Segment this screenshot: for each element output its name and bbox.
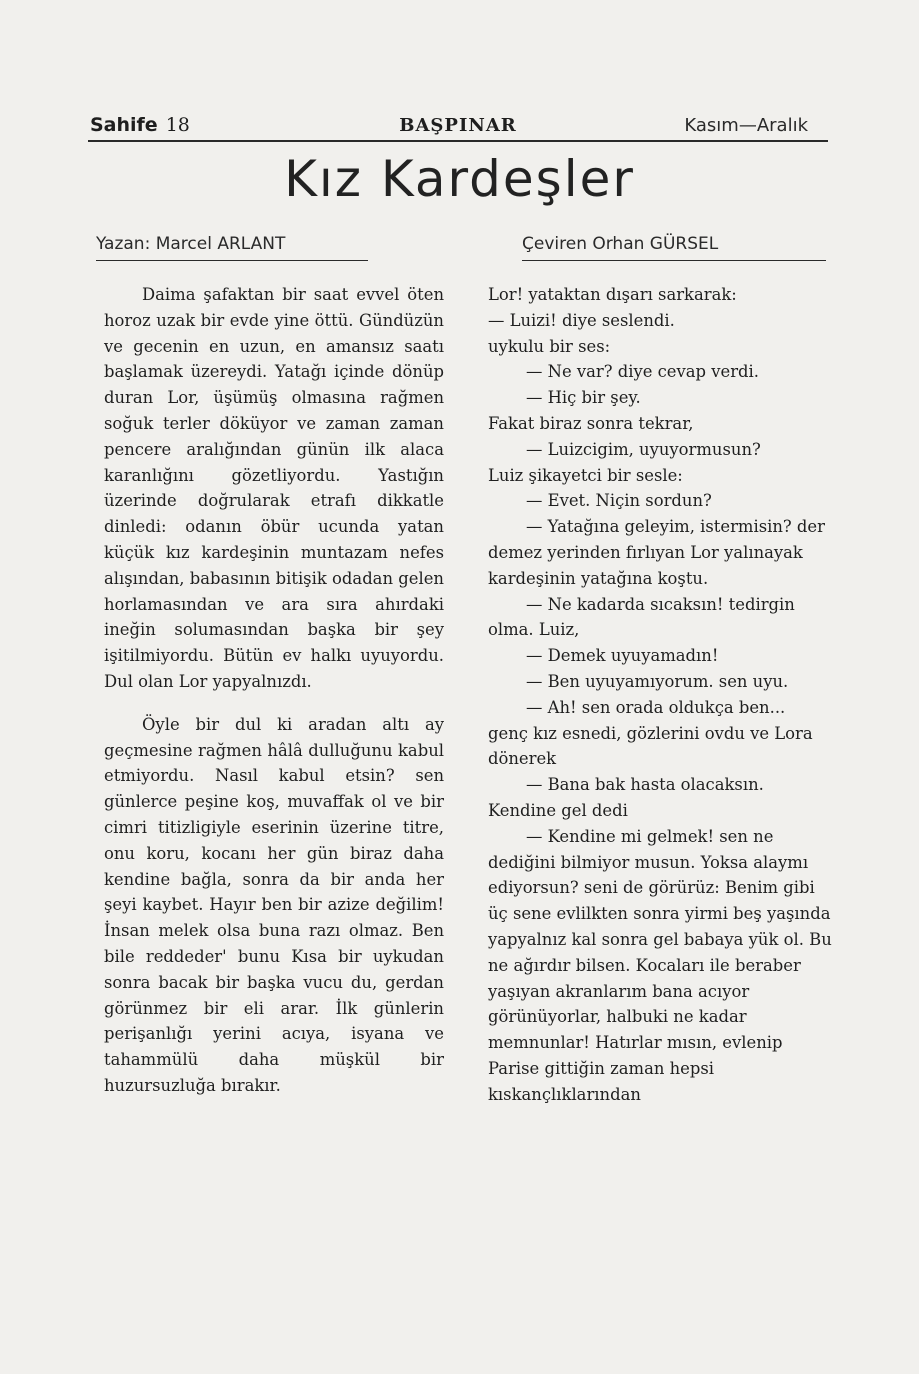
page-number: 18 — [165, 114, 190, 136]
dialogue-line: — Evet. Niçin sordun? — [526, 491, 712, 511]
dialogue-line: Lor! yataktan dışarı sarkarak: — [488, 285, 737, 304]
dialogue-line: genç kız esnedi, gözlerini ovdu ve Lora dönerek — [488, 723, 813, 769]
left-text-column — [104, 282, 444, 1099]
dialogue-line: — Kendine mi gelmek! sen ne dediğini bilmiyor musun. Yoksa alaymı ediyorsun? seni de görürüz: Benim gibi üç sene evlilkten sonra yirmi beş yaşında yapyalnız kal sonra gel babaya yük ol. Bu ne ağırdır bilsen. Kocaları ile beraber yaşıyan akranlarım bana acıyor görünüyorlar, halbuki ne kadar memnunlar! Hatırlar mısın, evlenip Parise gittiğin zaman hepsi kıskançlıklarından — [488, 826, 832, 1104]
dialogue-line: uykulu bir ses: — [488, 336, 611, 356]
article-title: Kız Kardeşler — [284, 150, 635, 208]
paragraph-2: Öyle bir dul ki aradan altı ay geçmesine rağmen hâlâ dulluğunu kabul etmiyordu. Nasıl kabul etsin? sen günlerce peşine koş, muvaffak ol ve bir cimri titizligiyle eserinin üzerine titre, onu koru, kocanı her gün biraz daha kendine bağla, sonra da bir anda her şeyi kaybet. Hayır ben bir azize değilim! İnsan melek olsa buna razı olmaz. Ben bile reddeder' bunu Kısa bir uykudan sonra bacak bir başka vucu du, gerdan görünmez bir eli arar. İlk günlerin perişanlığı yerini acıya, isyana ve tahammülü daha müşkül bir huzursuzluğa bırakır. — [104, 714, 444, 1095]
dialogue-line: Fakat biraz sonra tekrar, — [488, 413, 694, 433]
dialogue-line: — Ne kadarda sıcaksın! tedirgin olma. Luiz, — [488, 594, 795, 640]
paragraph-1: Daima şafaktan bir saat evvel öten horoz uzak bir evde yine öttü. Gündüzün ve gecenin en uzun, en amansız saatı başlamak üzereydi. Yatağı içinde dönüp duran Lor, üşümüş olmasına rağmen soğuk terler döküyor ve zaman zaman pencere aralığından günün ilk alaca karanlığını gözetliyordu. Yastığın üzerinde doğrularak etrafı dikkatle dinledi: odanın öbür ucunda yatan küçük kız kardeşinin muntazam nefes alışından, babasının bitişik odadan gelen horlamasından ve ara sıra ahırdaki ineğin solumasından başka bir şey işitilmiyordu. Bütün ev halkı uyuyordu. Dul olan Lor yapyalnızdı. — [104, 285, 444, 691]
dialogue-line: — Luizcigim, uyuyormusun? — [526, 439, 761, 459]
right-text-column — [488, 282, 833, 1108]
dialogue-line: — Yatağına geleyim, istermisin? der demez yerinden fırlıyan Lor yalınayak kardeşinin yatağına koştu. — [488, 517, 825, 588]
page-label: Sahife — [90, 114, 158, 136]
dialogue-line: — Ne var? diye cevap verdi. — [526, 362, 759, 382]
dialogue-line: Luiz şikayetci bir sesle: — [488, 465, 683, 485]
publication-name: BAŞPINAR — [399, 115, 517, 136]
issue-date: Kasım—Aralık — [684, 115, 808, 136]
dialogue-line: — Luizi! diye seslendi. — [488, 310, 675, 330]
dialogue-line: — Demek uyuyamadın! — [526, 646, 719, 666]
page-header — [88, 112, 828, 142]
author-byline: Yazan: Marcel ARLANT — [96, 234, 368, 261]
translator-byline: Çeviren Orhan GÜRSEL — [522, 234, 826, 261]
dialogue-line: — Hiç bir şey. — [526, 388, 641, 408]
dialogue-line: — Bana bak hasta olacaksın. Kendine gel dedi — [488, 775, 764, 820]
dialogue-line: — Ah! sen orada oldukça ben... — [526, 697, 786, 717]
dialogue-line: — Ben uyuyamıyorum. sen uyu. — [526, 671, 789, 691]
